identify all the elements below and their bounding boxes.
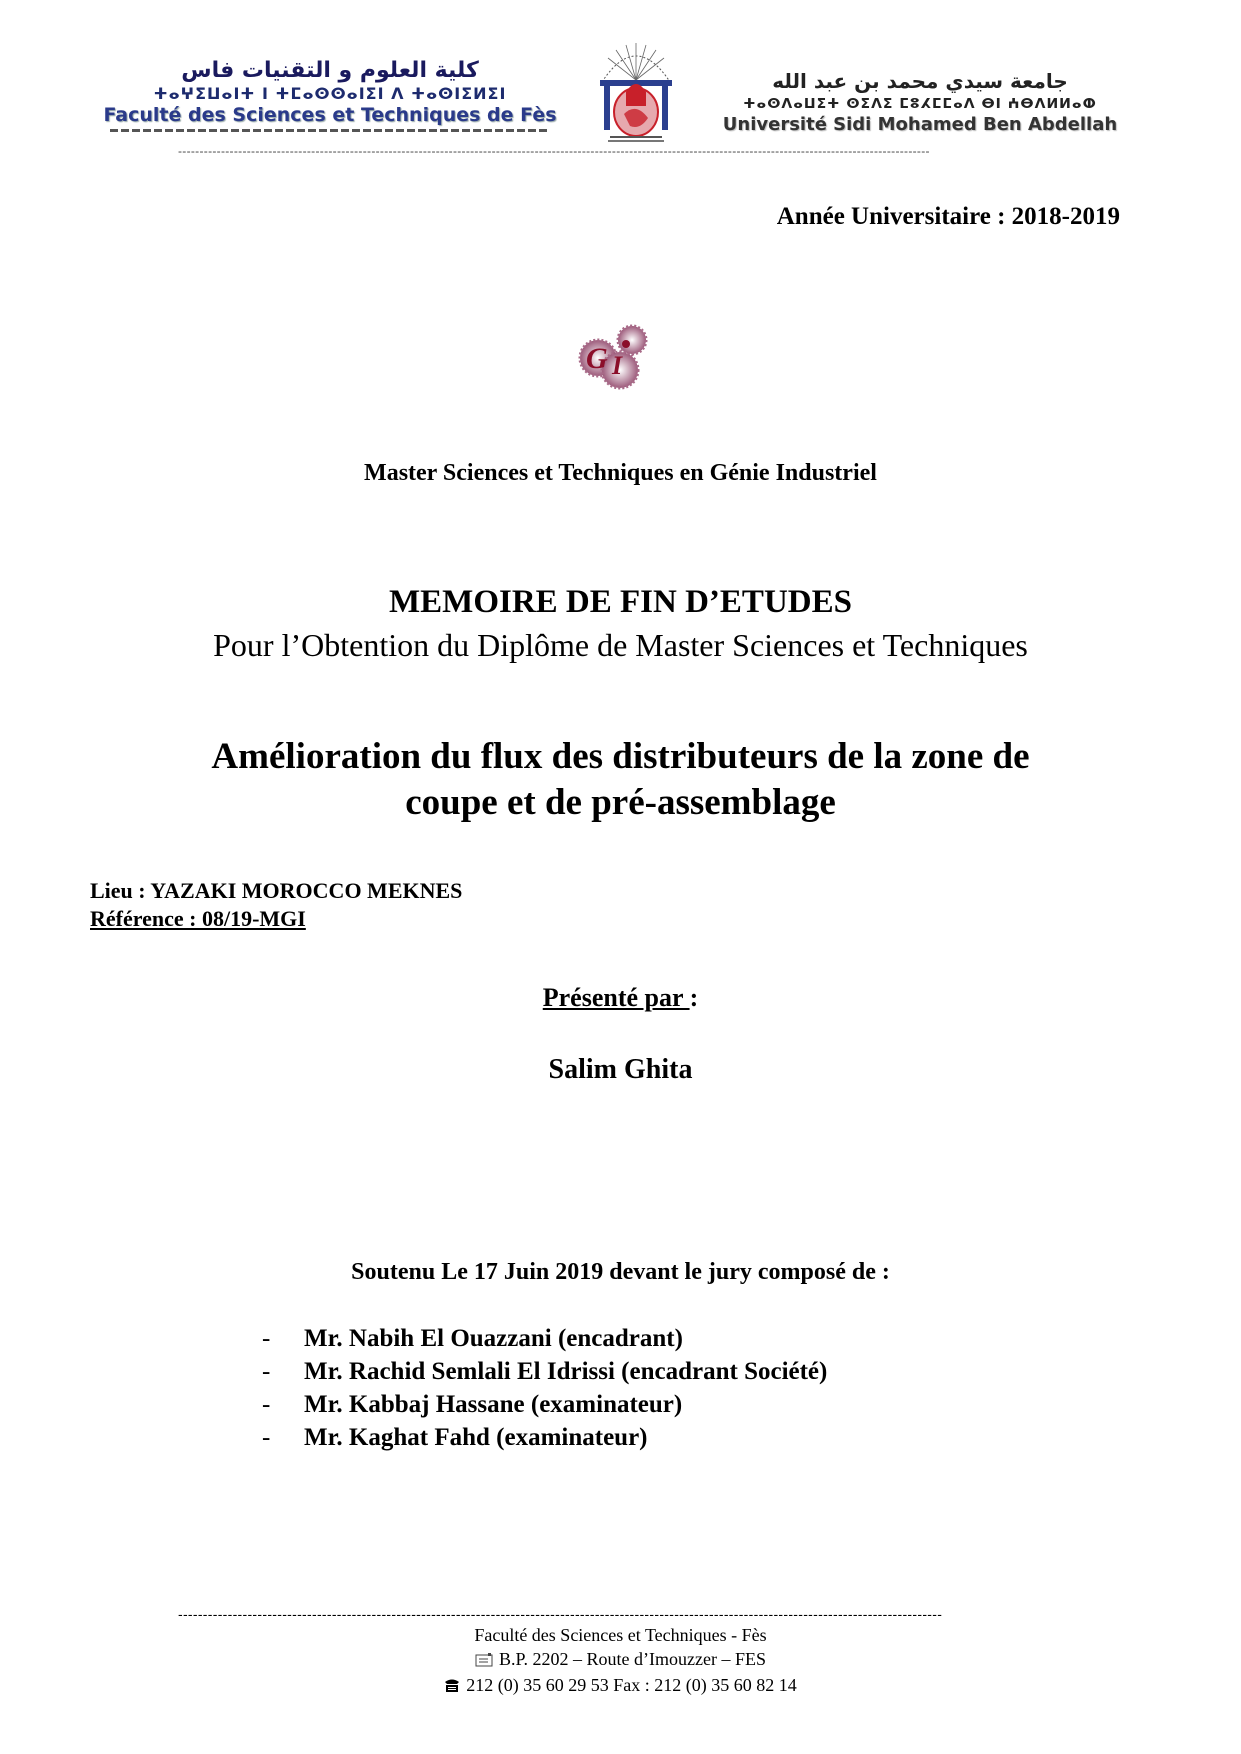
footer-address: [0, 1623, 1241, 1699]
list-bullet: -: [262, 1358, 271, 1385]
jury-member-name: Mr. Kabbaj Hassane (examinateur): [304, 1391, 683, 1418]
jury-member: [262, 1355, 827, 1388]
jury-list: [262, 1322, 827, 1454]
faculty-name-tifinagh: ⵜⴰⵖⵉⵡⴰⵏⵜ ⵏ ⵜⵎⴰⵙⵙⴰⵏⵉⵏ ⴷ ⵜⴰⵙⵏⵉⵍⵉⵏ: [153, 84, 507, 103]
mailbox-icon: [475, 1649, 493, 1673]
presented-by-label: [0, 983, 1241, 1013]
thesis-title-line-1: Amélioration du flux des distributeurs de la zone de: [211, 736, 1030, 777]
jury-member-name: Mr. Nabih El Ouazzani (encadrant): [304, 1325, 683, 1352]
header-separator: -------------------------------------------------------------------------------------------------------------------------------------------------------------------------------: [178, 144, 930, 158]
academic-year: Année Universitaire : 2018-2019: [776, 203, 1120, 230]
university-name-tifinagh: ⵜⴰⵙⴷⴰⵡⵉⵜ ⵙⵉⴷⵉ ⵎⵓⵃⵎⵎⴰⴷ ⴱⵏ ⵄⴱⴷⵍⵍⴰⵀ: [743, 96, 1097, 112]
university-header: [720, 68, 1120, 136]
footer-separator: ----------------------------------------------------------------------------------------------------------------------------------------------------------: [178, 1606, 943, 1622]
list-bullet: -: [262, 1424, 271, 1451]
footer-postal: [0, 1647, 1241, 1673]
svg-text:G: G: [586, 342, 608, 375]
jury-member: [262, 1322, 827, 1355]
presented-by-colon: :: [689, 983, 699, 1012]
author-name: Salim Ghita: [548, 1054, 693, 1085]
telephone-icon: [444, 1675, 460, 1699]
gi-gear-logo: [572, 322, 652, 394]
faculty-name-french: Faculté des Sciences et Techniques de Fès: [103, 104, 557, 126]
presented-by-text: Présenté par: [542, 983, 690, 1012]
university-name-arabic: جامعة سيدي محمد بن عبد الله: [772, 69, 1068, 93]
svg-text:I: I: [612, 351, 623, 380]
footer-phone-text: 212 (0) 35 60 29 53 Fax : 212 (0) 35 60 82 14: [466, 1674, 797, 1695]
defense-statement: Soutenu Le 17 Juin 2019 devant le jury composé de :: [351, 1259, 890, 1285]
jury-member: [262, 1421, 827, 1454]
faculty-name-arabic: كلية العلوم و التقنيات فاس: [181, 58, 479, 83]
jury-member-name: Mr. Rachid Semlali El Idrissi (encadrant Société): [304, 1358, 828, 1385]
document-reference: Référence : 08/19-MGI: [90, 906, 306, 931]
faculty-underline: [110, 129, 550, 132]
footer-postal-text: B.P. 2202 – Route d’Imouzzer – FES: [499, 1649, 766, 1669]
university-name-french: Université Sidi Mohamed Ben Abdellah: [722, 114, 1118, 135]
footer-phone: [0, 1673, 1241, 1699]
faculty-header: [100, 58, 560, 132]
program-name: Master Sciences et Techniques en Génie Industriel: [364, 460, 877, 486]
jury-member: [262, 1388, 827, 1421]
list-bullet: -: [262, 1391, 271, 1418]
diploma-subtitle: Pour l’Obtention du Diplôme de Master Sciences et Techniques: [213, 627, 1028, 663]
thesis-title-line-2: coupe et de pré-assemblage: [405, 782, 836, 823]
university-crest-logo: [596, 36, 676, 148]
list-bullet: -: [262, 1325, 271, 1352]
memoire-heading: MEMOIRE DE FIN D’ETUDES: [389, 584, 852, 620]
jury-member-name: Mr. Kaghat Fahd (examinateur): [304, 1424, 648, 1451]
internship-location: Lieu : YAZAKI MOROCCO MEKNES: [90, 878, 463, 903]
thesis-title: [0, 734, 1241, 826]
footer-faculty: Faculté des Sciences et Techniques - Fès: [474, 1625, 767, 1645]
